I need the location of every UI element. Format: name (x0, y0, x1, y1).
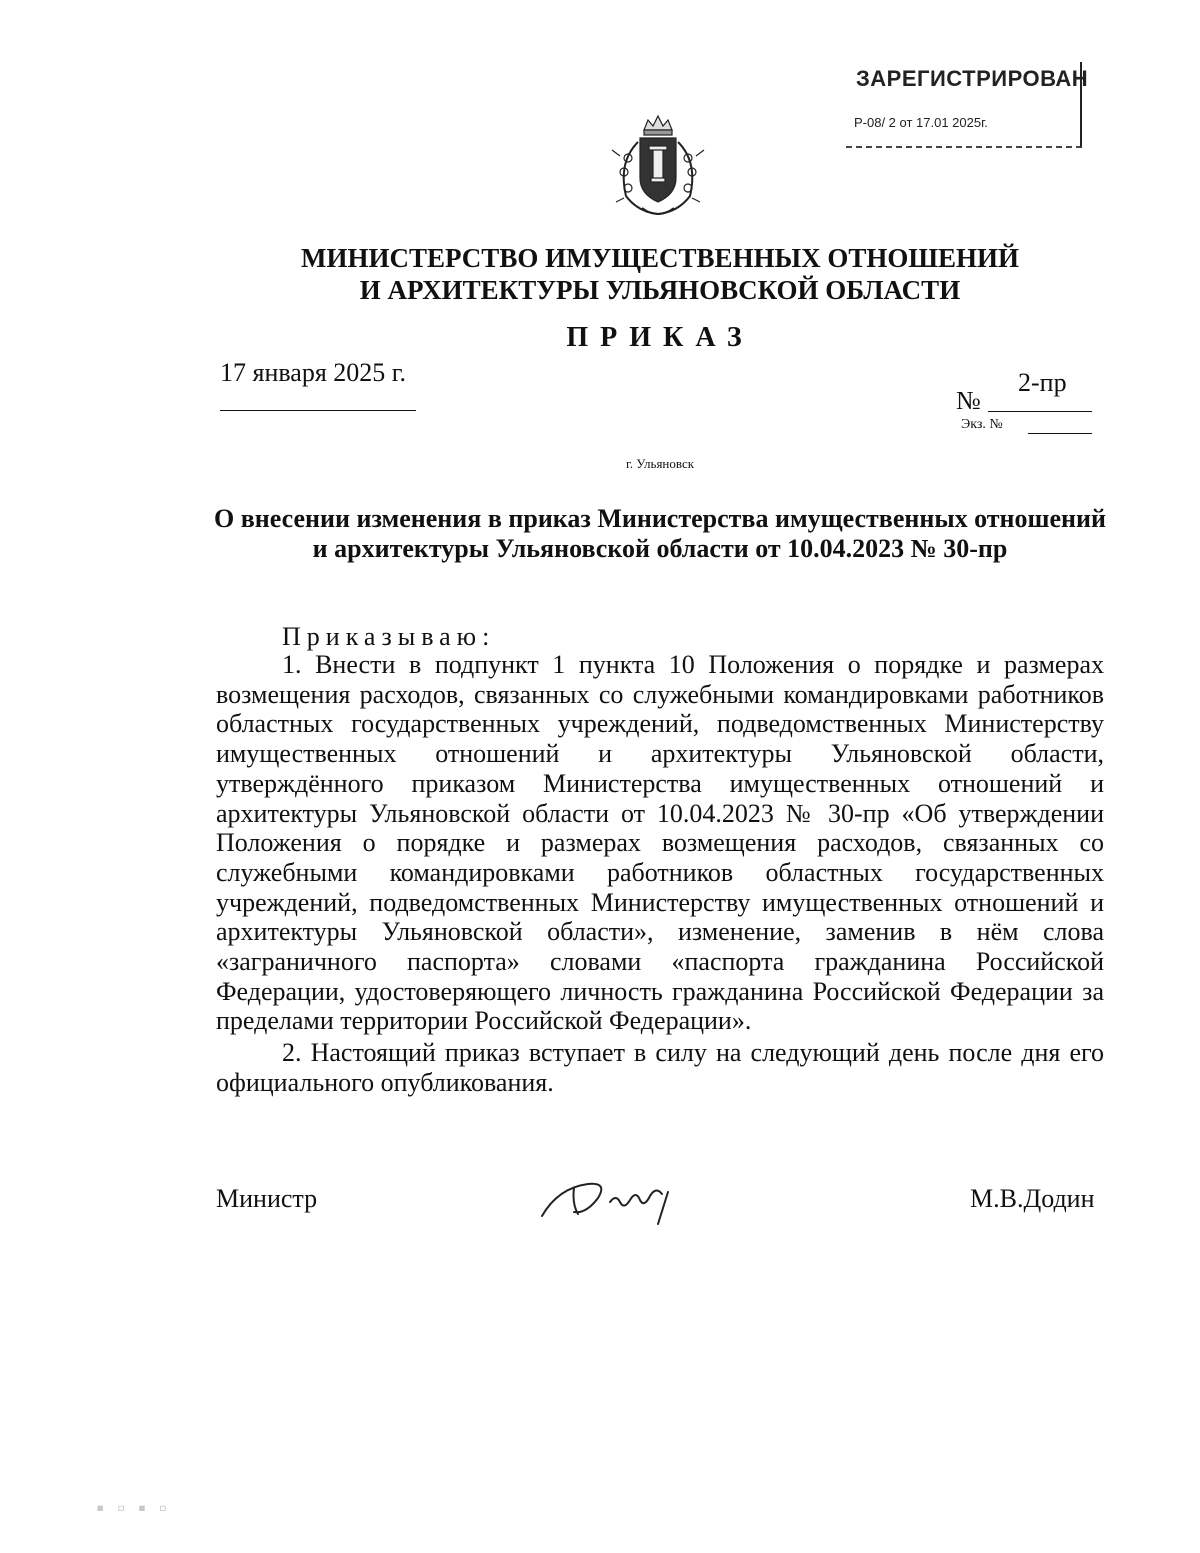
subject-line-1: О внесении изменения в приказ Министерства имущественных отношений (214, 504, 1106, 533)
ministry-line-1: МИНИСТЕРСТВО ИМУЩЕСТВЕННЫХ ОТНОШЕНИЙ (300, 243, 1020, 273)
stamp-title: ЗАРЕГИСТРИРОВАН (856, 66, 1089, 91)
stamp-registration-line: Р-08/ 2 от 17.01 2025г. (854, 115, 988, 130)
order-number: 2-пр (1018, 368, 1067, 397)
paragraph-2: 2. Настоящий приказ вступает в силу на следующий день после дня его официального опубликования. (216, 1038, 1104, 1097)
subject-line-2: и архитектуры Ульяновской области от 10.04.2023 № 30-пр (312, 534, 1008, 563)
registration-stamp (844, 60, 1089, 150)
copy-number-label: Экз. № (961, 417, 1003, 432)
signer-position: Министр (216, 1184, 318, 1213)
signer-name: М.В.Додин (970, 1184, 1095, 1213)
order-subject (200, 504, 1120, 564)
copy-number-underline (1028, 433, 1092, 434)
ministry-line-2: И АРХИТЕКТУРЫ УЛЬЯНОВСКОЙ ОБЛАСТИ (359, 275, 961, 305)
date-underline (220, 410, 416, 411)
coat-of-arms-emblem (598, 112, 718, 222)
document-type-title: ПРИКАЗ (566, 322, 754, 353)
number-underline (988, 411, 1092, 412)
order-date: 17 января 2025 г. (220, 358, 407, 387)
handwritten-signature (538, 1168, 708, 1228)
scan-artifact: ▪ ▫ ▪ ▫ (96, 1500, 170, 1516)
city: г. Ульяновск (625, 456, 695, 471)
number-sign: № (956, 386, 981, 415)
ministry-heading (200, 242, 1120, 306)
order-verb: Приказываю: (282, 622, 496, 651)
paragraph-1: 1. Внести в подпункт 1 пункта 10 Положения о порядке и размерах возмещения расходов, связанных со служебными командировками работников областных государственных учреждений, подведомственных Министерству имущественных отношений и архитектуры Ульяновской области, утверждённого приказом Министерства имущественных отношений и архитектуры Ульяновской области от 10.04.2023 № 30-пр «Об утверждении Положения о порядке и размерах возмещения расходов, связанных со служебными командировками работников областных государственных учреждений, подведомственных Министерству имущественных отношений и архитектуры Ульяновской области», изменение, заменив в нём слова «заграничного паспорта» словами «паспорта гражданина Российской Федерации, удостоверяющего личность гражданина Российской Федерации за пределами территории Российской Федерации». (216, 650, 1104, 1036)
